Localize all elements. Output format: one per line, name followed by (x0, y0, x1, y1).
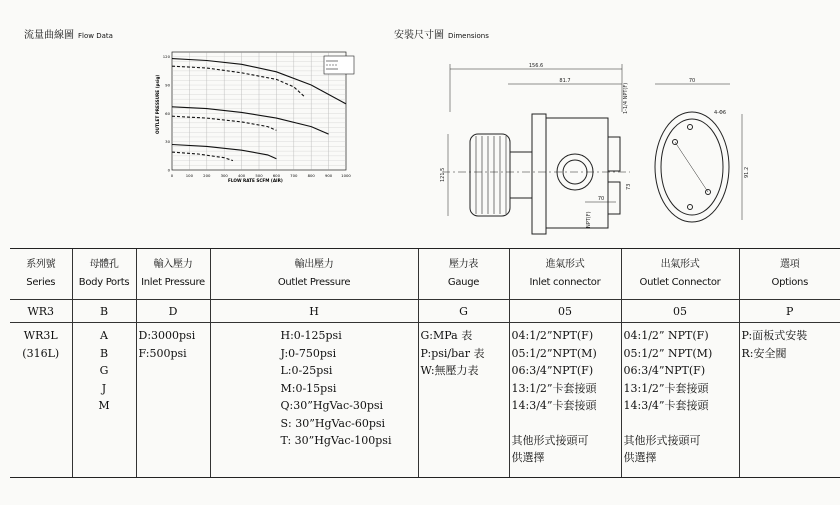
dim-port-thread-label: 1-1/4 NPT(F) (623, 82, 629, 114)
option-item: J (101, 381, 107, 395)
header-body-ports: 母體孔 Body Ports (72, 249, 136, 300)
option-item: P:psi/bar 表 (420, 346, 485, 360)
x-tick-label: 800 (307, 173, 315, 178)
chart-legend (324, 56, 354, 74)
dim-side-height-label: 73 (626, 183, 632, 190)
chart-ylabel: OUTLET PRESSURE (psig) (155, 74, 160, 134)
dimensions-heading (394, 26, 489, 41)
option-item: B (99, 346, 109, 360)
x-tick-label: 0 (170, 173, 174, 178)
dim-port-span-label: 81.7 (559, 78, 571, 84)
options-options (739, 323, 840, 478)
valve-body (546, 118, 608, 228)
x-tick-label: 200 (203, 173, 211, 178)
header-inlet-pressure: 輸入壓力 Inlet Pressure (136, 249, 210, 300)
options-outlet-connector (621, 323, 739, 478)
code-options: P (739, 300, 840, 323)
x-tick-label: 100 (185, 173, 194, 178)
option-item: R:安全閥 (741, 346, 787, 360)
option-item: (316L) (22, 346, 60, 360)
header-series: 系列號 Series (10, 249, 72, 300)
code-series: WR3 (10, 300, 72, 323)
bonnet (510, 152, 532, 198)
option-item: G (99, 364, 109, 377)
option-item: 其他形式接頭可 (511, 433, 589, 447)
option-item: P:面板式安裝 (741, 329, 808, 342)
option-item: T: 30”HgVac-100psi (280, 434, 392, 447)
code-gauge: G (418, 300, 509, 323)
code-inlet-pressure: D (136, 300, 210, 323)
option-item: 06:3/4”NPT(F) (623, 364, 706, 377)
dim-front-width-label: 70 (688, 78, 696, 84)
option-item: 14:3/4”卡套接頭 (623, 399, 709, 412)
option-item: 供選擇 (623, 451, 657, 464)
options-body-ports (72, 323, 136, 478)
option-item: 14:3/4”卡套接頭 (511, 399, 597, 412)
code-outlet-pressure: H (210, 300, 418, 323)
x-tick-label: 600 (272, 173, 281, 178)
dim-front-height-label: 91.2 (744, 166, 750, 178)
dim-hole-label: 4-Φ6 (714, 110, 727, 116)
y-tick-label: 0 (167, 167, 170, 173)
y-tick-label: 30 (165, 139, 170, 145)
option-item: Q:30”HgVac-30psi (280, 399, 384, 412)
x-tick-label: 700 (290, 173, 298, 178)
code-body-ports: B (72, 300, 136, 323)
ordering-spec-table (10, 248, 840, 478)
chart-ticks (163, 54, 352, 178)
option-item: S: 30”HgVac-60psi (280, 416, 386, 430)
option-item: 04:1/2” NPT(F) (623, 329, 709, 342)
option-item: 05:1/2”NPT(M) (511, 346, 597, 360)
header-inlet-connector: 進氣形式 Inlet connector (509, 249, 621, 300)
option-item: H:0-125psi (280, 329, 342, 342)
table-code-row (10, 300, 840, 323)
series-line-6 (172, 152, 233, 161)
y-tick-label: 90 (165, 82, 170, 88)
option-item: F:500psi (138, 346, 187, 360)
header-options: 選項 Options (739, 249, 840, 300)
dim-height-label: 121.5 (440, 167, 446, 182)
option-item: M (98, 399, 110, 412)
table-header-row (10, 249, 840, 300)
flow-data-subtitle: Flow Data (78, 32, 113, 40)
x-tick-label: 400 (237, 173, 246, 178)
code-outlet-connector: 05 (621, 300, 739, 323)
option-item: 05:1/2” NPT(M) (623, 346, 713, 360)
mount-hole (688, 125, 693, 130)
option-item: 06:3/4”NPT(F) (511, 364, 594, 377)
option-item: 供選擇 (511, 451, 545, 464)
series-line-2 (172, 66, 304, 96)
x-tick-label: 1000 (341, 173, 351, 178)
option-item: A (100, 329, 108, 342)
options-outlet-pressure (210, 323, 418, 478)
option-item: L:0-25psi (280, 364, 333, 377)
option-item: M:0-15psi (280, 381, 337, 395)
dim-bottom-port-label: NPT(F) (586, 211, 592, 228)
option-item (512, 415, 619, 432)
option-item: G:MPa 表 (420, 329, 473, 342)
x-tick-label: 300 (220, 173, 228, 178)
y-tick-label: 60 (165, 110, 170, 116)
flow-data-heading (24, 26, 113, 41)
options-series (10, 323, 72, 478)
option-item (624, 415, 737, 432)
option-item: D:3000psi (138, 329, 196, 342)
dim-bottom-width-label: 70 (597, 196, 605, 202)
option-item: 13:1/2”卡套接頭 (511, 381, 597, 395)
option-item: J:0-750psi (280, 346, 337, 360)
flow-chart (150, 42, 370, 187)
legend-box (324, 56, 354, 74)
option-item: 其他形式接頭可 (623, 433, 701, 447)
dimensions-subtitle: Dimensions (448, 32, 489, 40)
option-item: W:無壓力表 (420, 364, 479, 377)
option-item: 04:1/2”NPT(F) (511, 329, 594, 342)
header-gauge: 壓力表 Gauge (418, 249, 509, 300)
x-tick-label: 500 (255, 173, 263, 178)
dimensions-title: 安裝尺寸圖 (394, 30, 444, 41)
options-inlet-pressure (136, 323, 210, 478)
options-gauge (418, 323, 509, 478)
code-inlet-connector: 05 (509, 300, 621, 323)
dimension-drawing (390, 42, 790, 228)
option-item: 13:1/2”卡套接頭 (623, 381, 709, 395)
flow-data-title: 流量曲線圖 (24, 30, 74, 41)
header-outlet-connector: 出氣形式 Outlet Connector (621, 249, 739, 300)
option-item: WR3L (23, 329, 58, 342)
y-tick-label: 120 (162, 54, 170, 60)
options-inlet-connector (509, 323, 621, 478)
x-tick-label: 900 (324, 173, 333, 178)
dim-overall-label: 156.6 (528, 63, 544, 69)
chart-xlabel: FLOW RATE SCFM (AIR) (228, 178, 283, 183)
header-outlet-pressure: 輸出壓力 Outlet Pressure (210, 249, 418, 300)
table-options-row (10, 323, 840, 478)
series-line-3 (172, 107, 329, 134)
chart-grid (172, 52, 346, 170)
